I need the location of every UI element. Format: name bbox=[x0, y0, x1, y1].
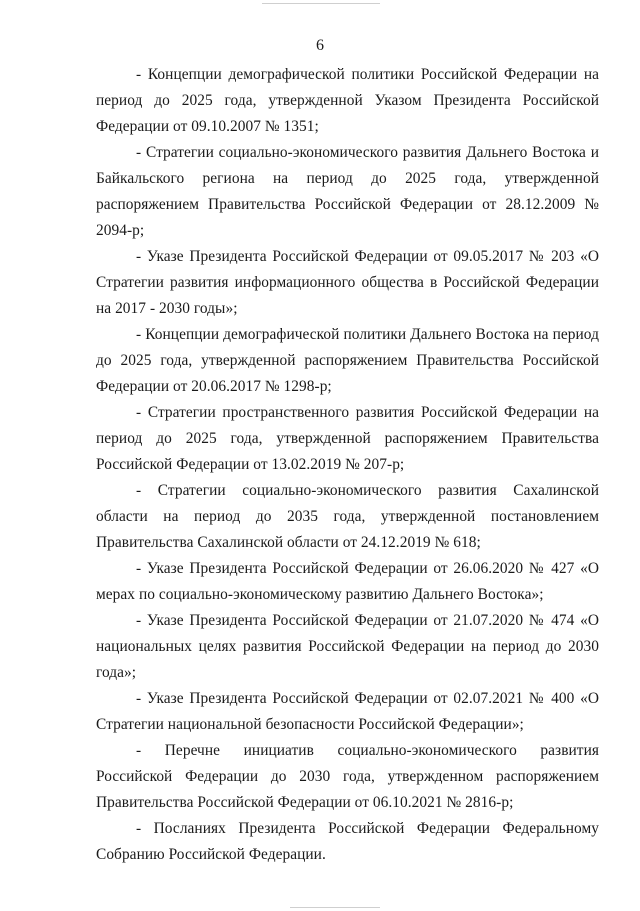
list-item: - Указе Президента Российской Федерации от 09.05.2017 № 203 «О Стратегии развития информационного общества в Российской Федерации на 2017 - 2030 годы»; bbox=[96, 248, 599, 317]
list-item: - Посланиях Президента Российской Федерации Федеральному Собранию Российской Федерации. bbox=[96, 820, 599, 863]
list-item: - Концепции демографической политики Дальнего Востока на период до 2025 года, утвержденной распоряжением Правительства Российской Федерации от 20.06.2017 № 1298-р; bbox=[96, 326, 599, 395]
list-item: - Указе Президента Российской Федерации от 26.06.2020 № 427 «О мерах по социально-экономическому развитию Дальнего Востока»; bbox=[96, 560, 599, 603]
list-item: - Стратегии социально-экономического развития Дальнего Востока и Байкальского региона на период до 2025 года, утвержденной распоряжением Правительства Российской Федерации от 28.12.2009 № 2094-р; bbox=[96, 144, 599, 239]
page-number: 6 bbox=[316, 37, 324, 54]
list-item: - Стратегии социально-экономического развития Сахалинской области на период до 2035 года, утвержденной постановлением Правительства Сахалинской области от 24.12.2019 № 618; bbox=[96, 482, 599, 551]
list-item: - Стратегии пространственного развития Российской Федерации на период до 2025 года, утвержденной распоряжением Правительства Российской Федерации от 13.02.2019 № 207-р; bbox=[96, 404, 599, 473]
scan-artifact-top bbox=[262, 3, 380, 4]
scan-artifact-bottom bbox=[290, 907, 380, 908]
list-item: - Указе Президента Российской Федерации от 21.07.2020 № 474 «О национальных целях развития Российской Федерации на период до 2030 года»; bbox=[96, 612, 599, 681]
list-item: - Перечне инициатив социально-экономического развития Российской Федерации до 2030 года, утвержденном распоряжением Правительства Российской Федерации от 06.10.2021 № 2816-р; bbox=[96, 742, 599, 811]
list-item: - Указе Президента Российской Федерации от 02.07.2021 № 400 «О Стратегии национальной безопасности Российской Федерации»; bbox=[96, 690, 599, 733]
list-item: - Концепции демографической политики Российской Федерации на период до 2025 года, утвержденной Указом Президента Российской Федерации от 09.10.2007 № 1351; bbox=[96, 66, 599, 135]
document-body bbox=[96, 62, 599, 868]
